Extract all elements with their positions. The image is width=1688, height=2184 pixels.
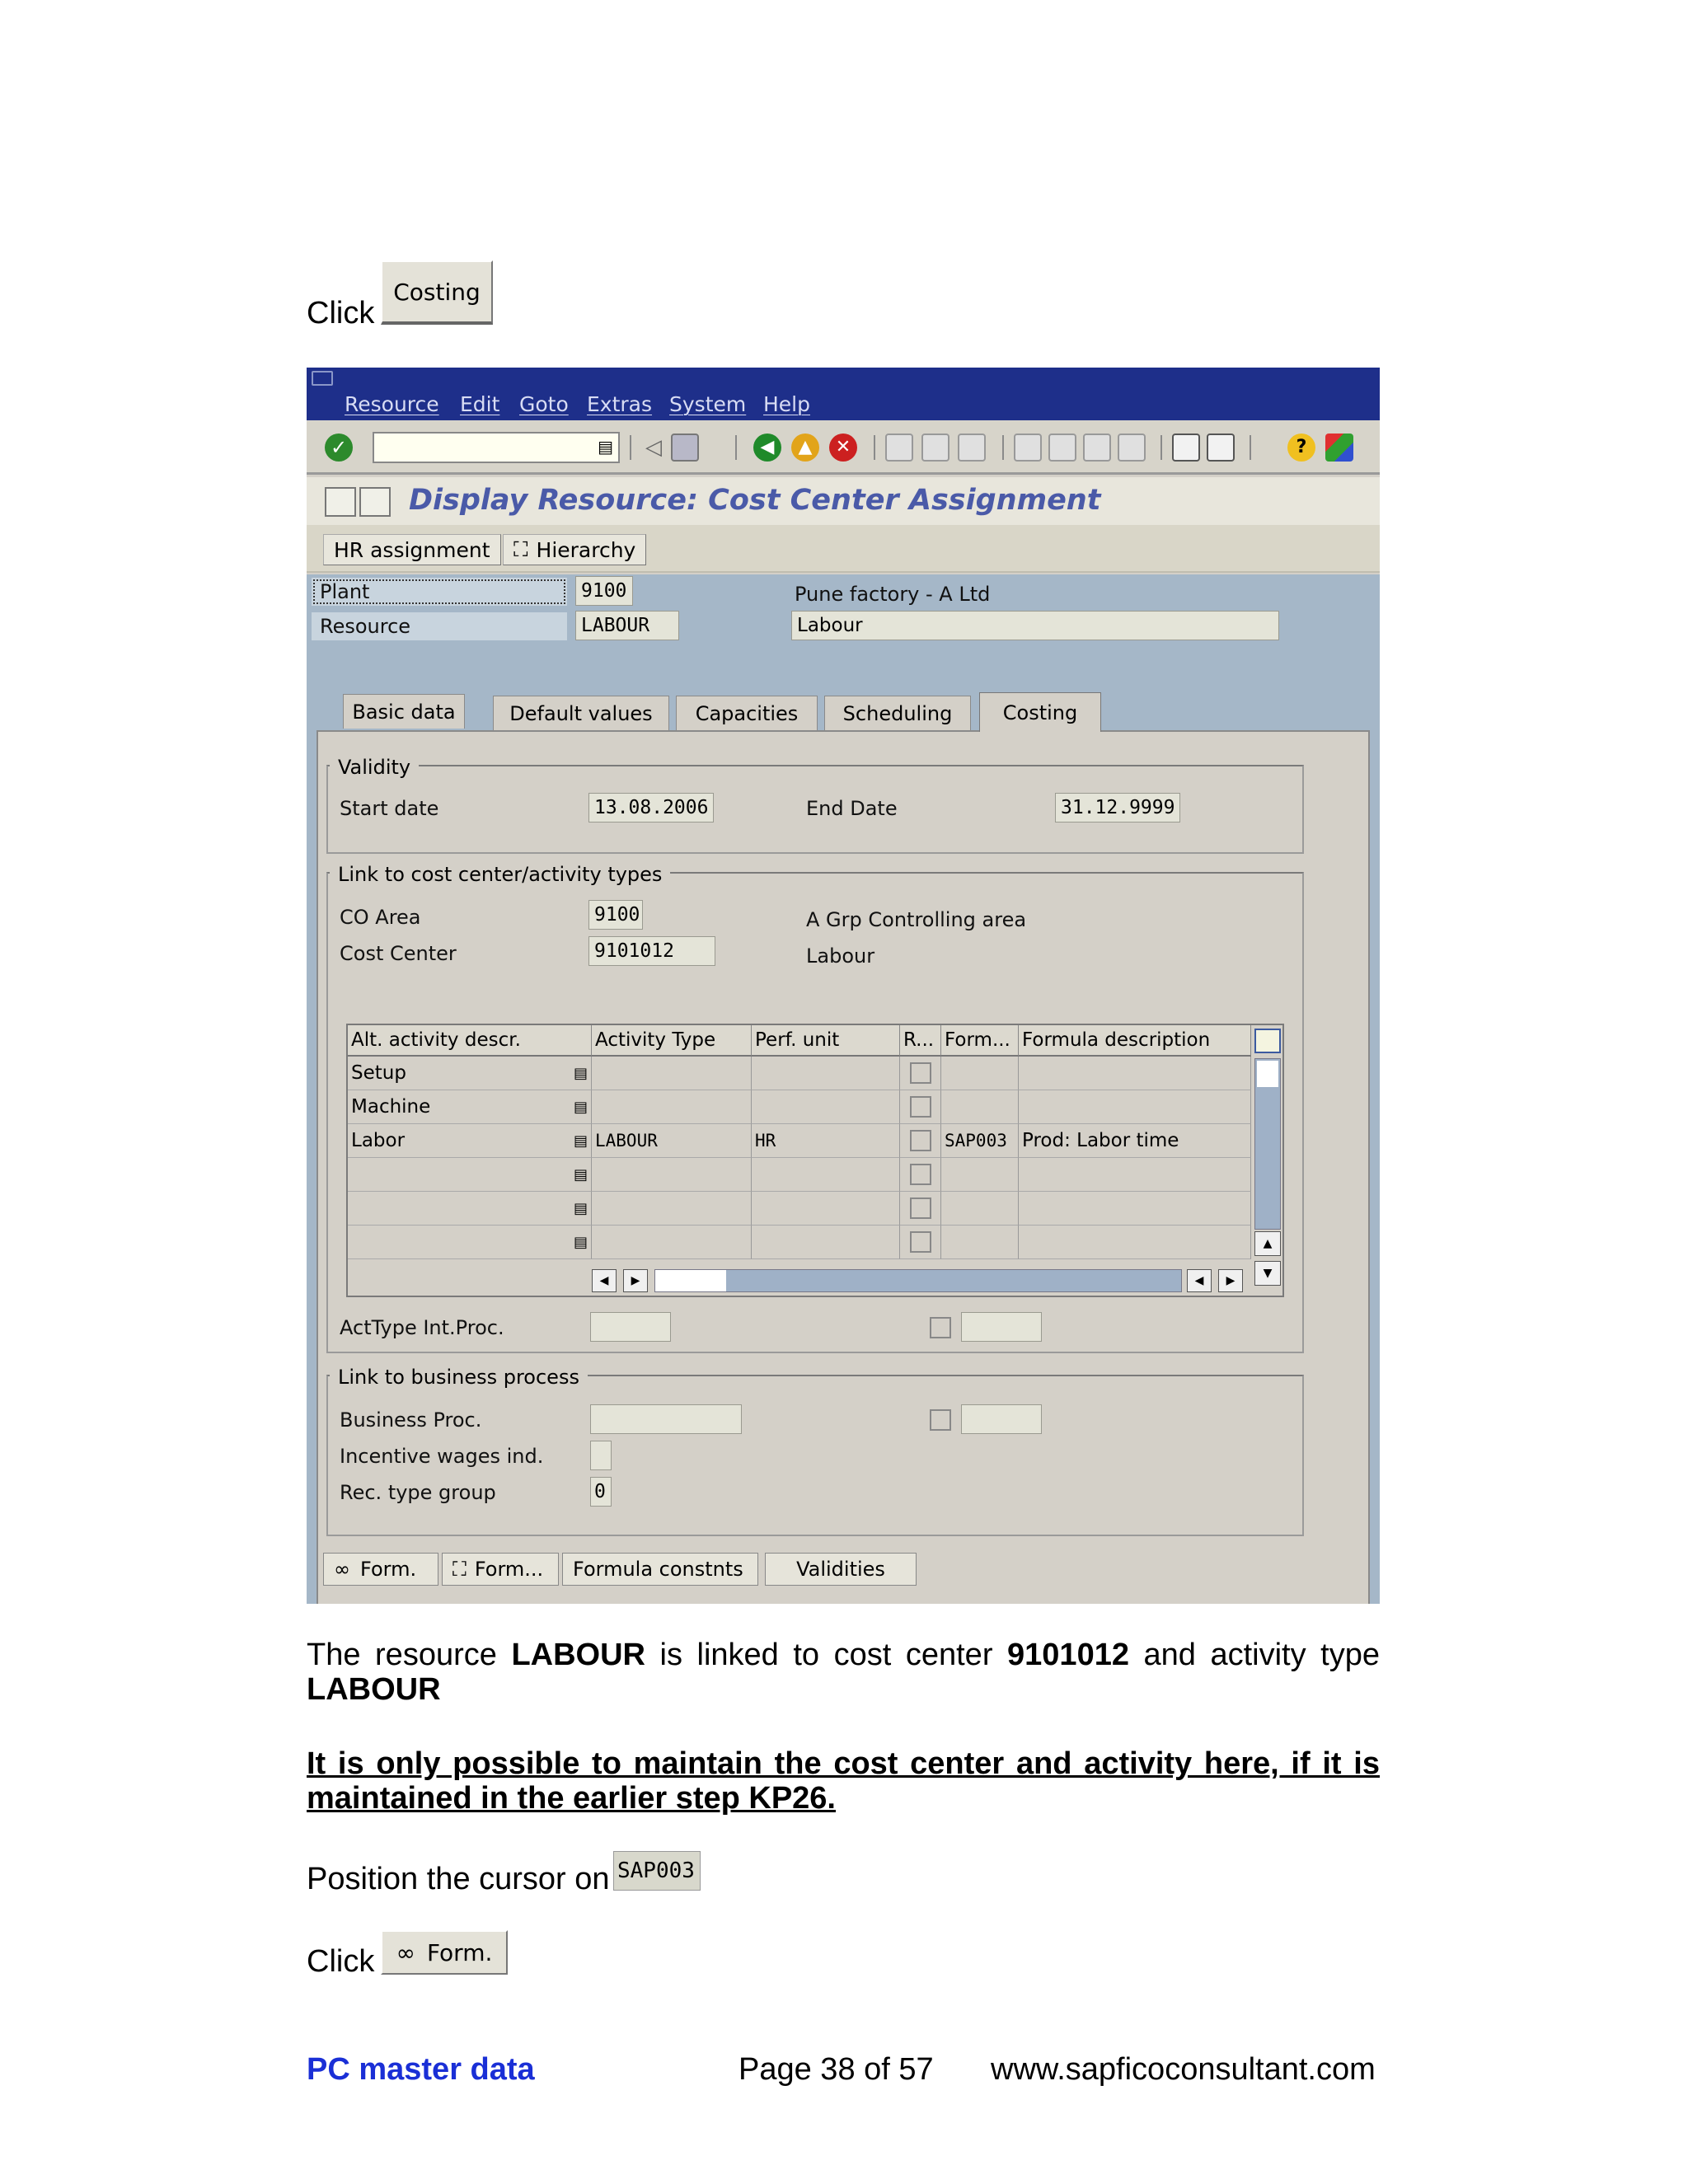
- plant-description: Pune factory - A Ltd: [795, 583, 991, 606]
- validities-button[interactable]: Validities: [765, 1553, 917, 1586]
- cell-desc[interactable]: [1019, 1090, 1251, 1124]
- help-icon[interactable]: ?: [1287, 434, 1315, 462]
- co-area-label: CO Area: [331, 903, 570, 931]
- enter-icon[interactable]: ✓: [325, 434, 353, 462]
- business-proc-checkbox[interactable]: [930, 1409, 951, 1431]
- menu-extras[interactable]: Extras: [587, 392, 653, 416]
- previous-page-icon[interactable]: [1048, 434, 1076, 462]
- screen-title-bar: [307, 477, 1380, 525]
- cell-r-checkbox[interactable]: [900, 1226, 941, 1259]
- new-session-icon[interactable]: [1172, 434, 1200, 462]
- shortcut-icon[interactable]: [1207, 434, 1235, 462]
- tab-scheduling[interactable]: Scheduling: [824, 696, 971, 730]
- value-help-icon[interactable]: ▤: [573, 1098, 588, 1116]
- cell-form[interactable]: [941, 1226, 1019, 1259]
- menu-system[interactable]: System: [669, 392, 747, 416]
- acttype-int-proc-label: ActType Int.Proc.: [331, 1314, 570, 1342]
- cell-alt-activity[interactable]: [348, 1057, 592, 1090]
- r-checkbox[interactable]: [910, 1130, 931, 1151]
- cell-desc[interactable]: [1019, 1192, 1251, 1226]
- cost-center-field[interactable]: 9101012: [588, 936, 715, 966]
- business-process-title: Link to business process: [330, 1363, 588, 1391]
- hierarchy-small-icon: ⛶: [452, 1558, 467, 1581]
- value-help-icon[interactable]: ▤: [573, 1233, 588, 1251]
- r-checkbox[interactable]: [910, 1197, 931, 1219]
- last-page-icon[interactable]: [1118, 434, 1146, 462]
- tab-capacities[interactable]: Capacities: [676, 696, 818, 730]
- costing-button-image: Costing: [381, 260, 493, 325]
- screen-title: Display Resource: Cost Center Assignment: [409, 484, 1101, 517]
- para-text-2: is linked to cost center: [645, 1638, 1008, 1672]
- cost-center-description: Labour: [806, 944, 875, 968]
- value-help-icon[interactable]: ▤: [573, 1199, 588, 1217]
- col-formula[interactable]: Form...: [941, 1025, 1019, 1057]
- horizontal-scrollbar[interactable]: [654, 1269, 1182, 1292]
- cell-alt-activity-text: Machine: [351, 1096, 431, 1118]
- formula-button-1[interactable]: [323, 1553, 438, 1586]
- collapse-icon[interactable]: ◁: [645, 435, 662, 460]
- resource-label: Resource: [312, 612, 567, 640]
- application-toolbar: [307, 525, 1380, 573]
- plant-label: Plant: [312, 578, 567, 606]
- formula-button-2-label: Form...: [474, 1558, 544, 1581]
- cell-r-checkbox[interactable]: [900, 1158, 941, 1192]
- window-menu-icon[interactable]: [312, 371, 333, 386]
- start-date-field[interactable]: 13.08.2006: [588, 793, 714, 823]
- cell-activity[interactable]: [592, 1158, 752, 1192]
- resource-description-field: Labour: [791, 611, 1279, 640]
- other-resource-icon[interactable]: [325, 487, 356, 517]
- end-date-field[interactable]: 31.12.9999: [1055, 793, 1180, 823]
- scroll-up-icon[interactable]: ▲: [1254, 1231, 1281, 1256]
- step3-text: Click: [307, 1944, 375, 1979]
- hierarchy-icon: ⛶: [513, 537, 528, 561]
- find-icon[interactable]: [921, 434, 950, 462]
- co-area-field[interactable]: 9100: [588, 900, 643, 930]
- note-line2: maintained in the earlier step KP26.: [307, 1781, 836, 1816]
- acttype-extra-field[interactable]: [961, 1312, 1042, 1342]
- value-help-icon[interactable]: ▤: [573, 1132, 588, 1150]
- incentive-wages-field[interactable]: [590, 1441, 612, 1470]
- cell-alt-activity[interactable]: [348, 1090, 592, 1124]
- cell-alt-activity-text: Setup: [351, 1062, 406, 1084]
- cell-form[interactable]: [941, 1057, 1019, 1090]
- formula-button-2[interactable]: [442, 1553, 559, 1586]
- cell-alt-activity[interactable]: [348, 1158, 592, 1192]
- tab-default-values[interactable]: Default values: [493, 696, 669, 730]
- cell-desc[interactable]: [1019, 1226, 1251, 1259]
- note-line1: It is only possible to maintain the cost center and activity here, if it is: [307, 1746, 1380, 1781]
- cell-alt-activity[interactable]: [348, 1124, 592, 1158]
- sap-window: [307, 368, 1380, 1604]
- cell-r-checkbox[interactable]: [900, 1124, 941, 1158]
- para-bold-cost-center: 9101012: [1007, 1638, 1129, 1672]
- end-date-label: End Date: [798, 794, 1012, 823]
- cell-unit[interactable]: [752, 1057, 900, 1090]
- cell-desc[interactable]: Prod: Labor time: [1019, 1124, 1251, 1158]
- cell-form[interactable]: [941, 1192, 1019, 1226]
- footer-page-number: Page 38 of 57: [738, 2052, 934, 2087]
- para-text-1: The resource: [307, 1638, 512, 1672]
- incentive-wages-label: Incentive wages ind.: [331, 1442, 570, 1470]
- formula-constants-button[interactable]: Formula constnts: [562, 1553, 758, 1586]
- acttype-int-proc-field[interactable]: [590, 1312, 671, 1342]
- menu-help[interactable]: Help: [763, 392, 810, 416]
- para-text-3: and activity type: [1128, 1638, 1380, 1672]
- cell-unit[interactable]: [752, 1192, 900, 1226]
- cell-r-checkbox[interactable]: [900, 1192, 941, 1226]
- value-help-icon[interactable]: ▤: [573, 1165, 588, 1183]
- h-scroll-thumb[interactable]: [655, 1270, 726, 1291]
- cell-r-checkbox[interactable]: [900, 1057, 941, 1090]
- plant-field[interactable]: 9100: [575, 576, 633, 606]
- description-paragraph-line1: [307, 1637, 1380, 1673]
- hierarchy-label: Hierarchy: [536, 537, 636, 562]
- cell-activity[interactable]: LABOUR: [592, 1124, 752, 1158]
- sap-menubar: [307, 368, 1380, 420]
- col-r[interactable]: R...: [900, 1025, 941, 1057]
- activity-type-table: [346, 1024, 1284, 1297]
- command-history-icon[interactable]: ▤: [598, 437, 613, 457]
- glasses-icon-2: ∞: [396, 1938, 415, 1966]
- r-checkbox[interactable]: [910, 1062, 931, 1084]
- cell-desc[interactable]: [1019, 1057, 1251, 1090]
- cell-unit[interactable]: [752, 1090, 900, 1124]
- command-field[interactable]: [373, 432, 620, 463]
- footer-title: PC master data: [307, 2052, 535, 2087]
- value-help-icon[interactable]: ▤: [573, 1064, 588, 1082]
- start-date-label: Start date: [331, 794, 570, 823]
- cell-form[interactable]: SAP003: [941, 1124, 1019, 1158]
- cell-activity[interactable]: [592, 1226, 752, 1259]
- standard-toolbar: [307, 420, 1380, 475]
- scroll-down-icon[interactable]: ▼: [1254, 1261, 1281, 1286]
- cell-alt-activity[interactable]: [348, 1226, 592, 1259]
- para-bold-activity: LABOUR: [307, 1672, 441, 1707]
- back-icon[interactable]: ◀: [753, 434, 781, 462]
- scroll-right-icon[interactable]: ▶: [623, 1269, 648, 1292]
- costing-tab-panel: [316, 730, 1370, 1604]
- first-page-icon[interactable]: [1014, 434, 1042, 462]
- next-page-icon[interactable]: [1083, 434, 1111, 462]
- validity-title: Validity: [330, 753, 419, 781]
- cancel-icon[interactable]: ✕: [829, 434, 857, 462]
- co-area-description: A Grp Controlling area: [806, 908, 1027, 931]
- scroll-left-2-icon[interactable]: ◀: [1187, 1269, 1212, 1292]
- r-checkbox[interactable]: [910, 1096, 931, 1118]
- business-proc-field[interactable]: [590, 1404, 742, 1434]
- menu-goto[interactable]: Goto: [519, 392, 569, 416]
- para-bold-resource: LABOUR: [511, 1638, 645, 1672]
- find-next-icon[interactable]: [958, 434, 986, 462]
- hierarchy-button[interactable]: [503, 534, 646, 565]
- menu-edit[interactable]: Edit: [460, 392, 500, 416]
- r-checkbox[interactable]: [910, 1164, 931, 1185]
- form-button-image: [381, 1930, 508, 1975]
- cell-alt-activity-text: Labor: [351, 1130, 406, 1151]
- tab-basic-data[interactable]: Basic data: [343, 694, 465, 729]
- details-icon[interactable]: [359, 487, 391, 517]
- cell-unit[interactable]: HR: [752, 1124, 900, 1158]
- col-alt-activity[interactable]: Alt. activity descr.: [348, 1025, 592, 1057]
- step1-text: Click: [307, 296, 375, 330]
- business-proc-label: Business Proc.: [331, 1406, 570, 1434]
- acttype-checkbox[interactable]: [930, 1317, 951, 1338]
- form-button-image-label: Form.: [426, 1938, 493, 1966]
- sap003-field-image: SAP003: [613, 1851, 701, 1891]
- glasses-icon: ∞: [334, 1558, 350, 1581]
- footer-website: www.sapficoconsultant.com: [991, 2052, 1376, 2087]
- cell-alt-activity[interactable]: [348, 1192, 592, 1226]
- table-body: [348, 1057, 1251, 1259]
- cell-r-checkbox[interactable]: [900, 1090, 941, 1124]
- cell-form[interactable]: [941, 1158, 1019, 1192]
- col-perf-unit[interactable]: Perf. unit: [752, 1025, 900, 1057]
- scroll-left-icon[interactable]: ◀: [592, 1269, 617, 1292]
- formula-button-1-label: Form.: [360, 1558, 417, 1581]
- print-icon[interactable]: [885, 434, 913, 462]
- cell-desc[interactable]: [1019, 1158, 1251, 1192]
- rec-type-group-field[interactable]: 0: [590, 1477, 612, 1507]
- step2-text: Position the cursor on: [307, 1862, 610, 1896]
- scroll-right-2-icon[interactable]: ▶: [1218, 1269, 1243, 1292]
- cost-center-link-title: Link to cost center/activity types: [330, 860, 670, 888]
- layout-menu-icon[interactable]: [1325, 434, 1353, 462]
- cell-unit[interactable]: [752, 1226, 900, 1259]
- vertical-scrollbar[interactable]: [1254, 1058, 1281, 1230]
- resource-field[interactable]: LABOUR: [575, 611, 679, 640]
- exit-icon[interactable]: ▲: [791, 434, 819, 462]
- cell-activity[interactable]: [592, 1057, 752, 1090]
- hr-assignment-button[interactable]: HR assignment: [323, 534, 501, 565]
- cell-activity[interactable]: [592, 1090, 752, 1124]
- scroll-thumb[interactable]: [1257, 1061, 1278, 1087]
- cell-form[interactable]: [941, 1090, 1019, 1124]
- cell-activity[interactable]: [592, 1192, 752, 1226]
- col-formula-description[interactable]: Formula description: [1019, 1025, 1251, 1057]
- cost-center-label: Cost Center: [331, 940, 570, 968]
- r-checkbox[interactable]: [910, 1231, 931, 1253]
- table-settings-icon[interactable]: [1254, 1029, 1281, 1053]
- business-proc-extra-field[interactable]: [961, 1404, 1042, 1434]
- tab-costing[interactable]: Costing: [979, 692, 1101, 732]
- col-activity-type[interactable]: Activity Type: [592, 1025, 752, 1057]
- save-icon[interactable]: [671, 434, 699, 462]
- menu-resource[interactable]: Resource: [345, 392, 439, 416]
- cell-unit[interactable]: [752, 1158, 900, 1192]
- rec-type-group-label: Rec. type group: [331, 1479, 570, 1507]
